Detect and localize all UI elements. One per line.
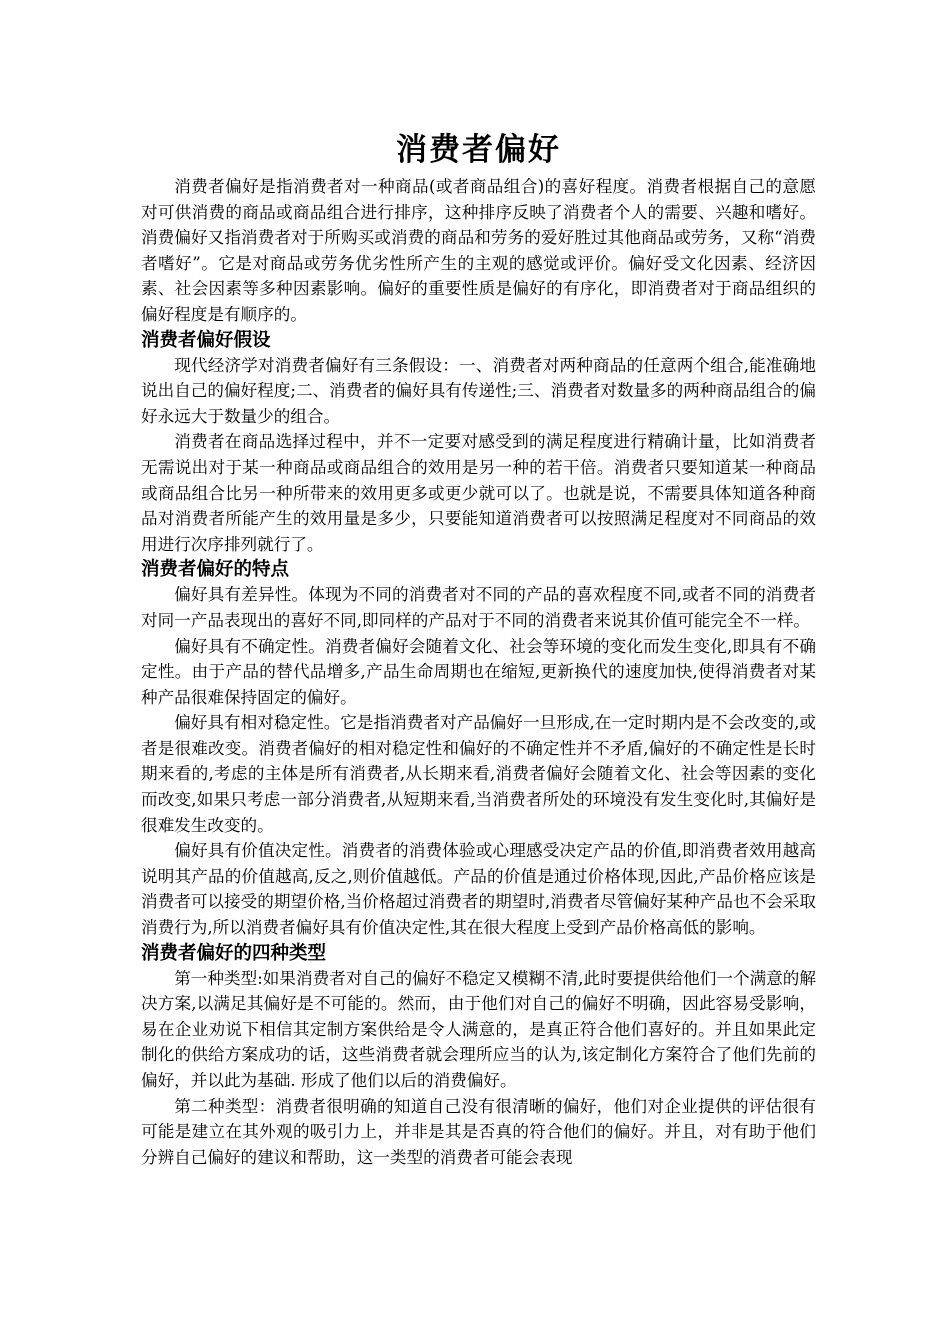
paragraph: 偏好具有相对稳定性。它是指消费者对产品偏好一旦形成,在一定时期内是不会改变的,或者是很难改变。消费者偏好的相对稳定性和偏好的不确定性并不矛盾,偏好的不确定性是长时期来看的,考虑的主体是所有消费者,从长期来看,消费者偏好会随着文化、社会等因素的变化而改变,如果只考虑一部分消费者,从短期来看,当消费者所处的环境没有发生变化时,其偏好是很难发生改变的。	[141, 713, 816, 835]
section-four-types	[141, 941, 816, 1171]
paragraph: 现代经济学对消费者偏好有三条假设：一、消费者对两种商品的任意两个组合,能准确地说出自己的偏好程度;二、消费者的偏好具有传递性;三、消费者对数量多的两种商品组合的偏好永远大于数量少的组合。	[141, 355, 816, 426]
section-heading: 消费者偏好的特点	[141, 559, 290, 581]
section-heading: 消费者偏好的四种类型	[141, 942, 327, 964]
paragraph: 偏好具有差异性。体现为不同的消费者对不同的产品的喜欢程度不同,或者不同的消费者对同一产品表现出的喜好不同,即同样的产品对于不同的消费者来说其价值可能完全不一样。	[141, 585, 816, 630]
section-assumptions	[141, 328, 816, 558]
section-heading: 消费者偏好假设	[141, 329, 271, 351]
paragraph: 第二种类型：消费者很明确的知道自己没有很清晰的偏好，他们对企业提供的评估很有可能是建立在其外观的吸引力上，并非是其是否真的符合他们的偏好。并且，对有助于他们分辨自己偏好的建议和帮助，这一类型的消费者可能会表现	[141, 1096, 816, 1167]
paragraph: 消费者偏好是指消费者对一种商品(或者商品组合)的喜好程度。消费者根据自己的意愿对可供消费的商品或商品组合进行排序，这种排序反映了消费者个人的需要、兴趣和嗜好。 消费偏好又指消费者对于所购买或消费的商品和劳务的爱好胜过其他商品或劳务，又称“消费者嗜好”。它是对商品或劳务优劣性所产生的主观的感觉或评价。偏好受文化因素、经济因素、社会因素等多种因素影响。偏好的重要性质是偏好的有序化，即消费者对于商品组织的偏好程度是有顺序的。	[141, 177, 816, 324]
section-intro	[141, 174, 816, 328]
paragraph: 消费者在商品选择过程中，并不一定要对感受到的满足程度进行精确计量，比如消费者无需说出对于某一种商品或商品组合的效用是另一种的若干倍。消费者只要知道某一种商品或商品组合比另一种所带来的效用更多或更少就可以了。也就是说，不需要具体知道各种商品对消费者所能产生的效用量是多少，只要能知道消费者可以按照满足程度对不同商品的效用进行次序排列就行了。	[141, 432, 816, 554]
paragraph: 偏好具有不确定性。消费者偏好会随着文化、社会等环境的变化而发生变化,即具有不确定性。由于产品的替代品增多,产品生命周期也在缩短,更新换代的速度加快,使得消费者对某种产品很难保持固定的偏好。	[141, 636, 816, 707]
section-characteristics	[141, 557, 816, 940]
page-title: 消费者偏好	[396, 132, 561, 168]
paragraph: 偏好具有价值决定性。消费者的消费体验或心理感受决定产品的价值,即消费者效用越高说明其产品的价值越高,反之,则价值越低。产品的价值是通过价格体现,因此,产品价格应该是消费者可以接受的期望价格,当价格超过消费者的期望时,消费者尽管偏好某种产品也不会采取消费行为,所以消费者偏好具有价值决定性,其在很大程度上受到产品价格高低的影响。	[141, 841, 816, 938]
paragraph: 第一种类型:如果消费者对自己的偏好不稳定又模糊不清,此时要提供给他们一个满意的解决方案,以满足其偏好是不可能的。然而，由于他们对自己的偏好不明确，因此容易受影响，易在企业劝说下相信其定制方案供给是令人满意的，是真正符合他们喜好的。并且如果此定制化的供给方案成功的话，这些消费者就会理所应当的认为,该定制化方案符合了他们先前的偏好，并以此为基础. 形成了他们以后的消费偏好。	[141, 968, 816, 1090]
